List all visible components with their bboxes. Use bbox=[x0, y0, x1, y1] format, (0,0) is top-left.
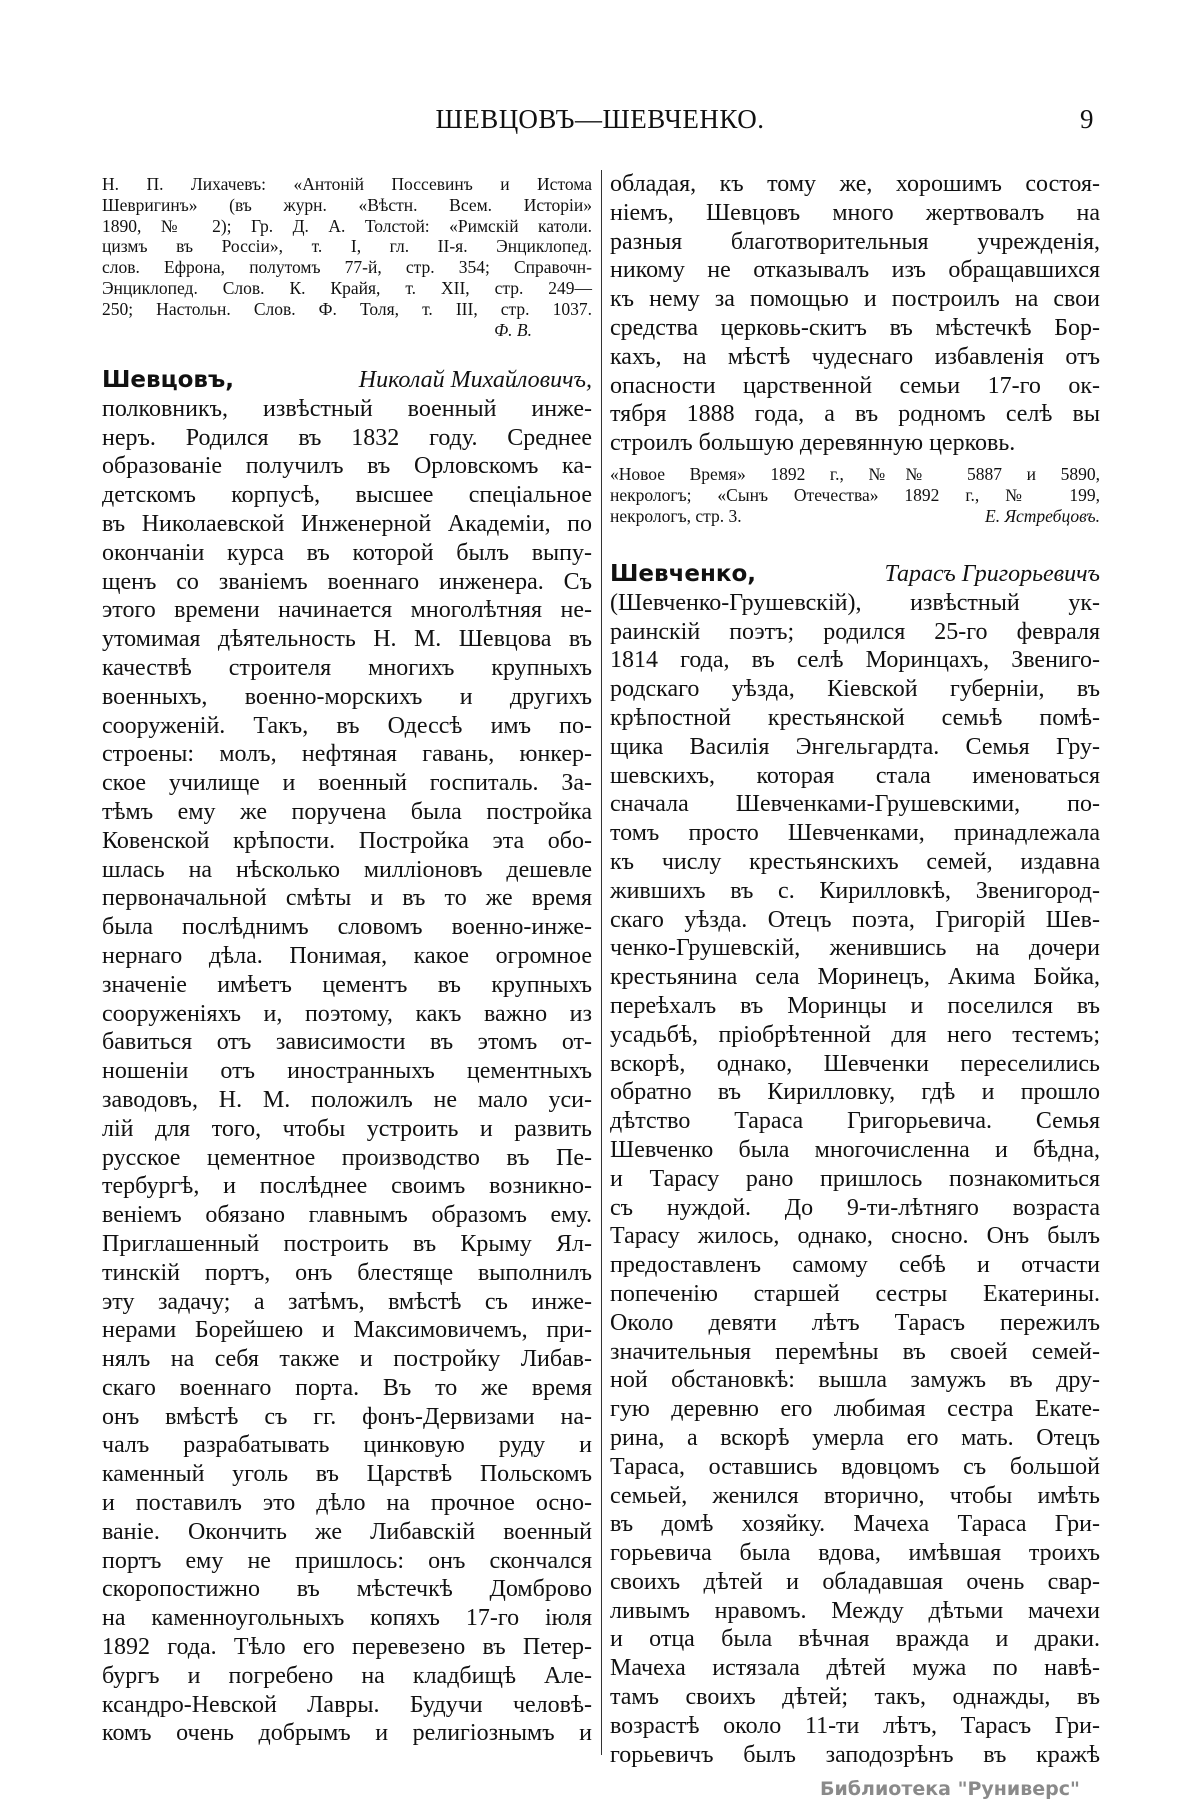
text-line: тинскій портъ, онъ блестяще выполнилъ bbox=[102, 1259, 592, 1286]
article-heading bbox=[610, 560, 1100, 589]
text-line: обладая, къ тому же, хорошимъ состоя- bbox=[610, 171, 1100, 197]
text-line: нернаго дѣла. Понимая, какое огромное bbox=[102, 942, 592, 969]
text-line: тамъ своихъ дѣтей; такъ, однажды, въ bbox=[610, 1684, 1100, 1711]
text-line: этого времени начинается многолѣтняя не- bbox=[102, 597, 592, 624]
text-line: горьевичъ былъ заподозрѣнъ въ кражѣ bbox=[610, 1741, 1100, 1768]
text-line: вскорѣ, однако, Шевченки переселились bbox=[610, 1050, 1100, 1077]
text-line: (Шевченко-Грушевскій), извѣстный ук- bbox=[610, 589, 1100, 616]
text-line: Приглашенный построить въ Крыму Ял- bbox=[102, 1230, 592, 1257]
text-line: бавиться отъ зависимости въ этомъ от- bbox=[102, 1029, 592, 1056]
text-line: родскаго уѣзда, Кіевской губерніи, въ bbox=[610, 676, 1100, 703]
text-line: опасности царственной семьи 17-го ок- bbox=[610, 372, 1100, 399]
text-line: веніемъ обязано главнымъ образомъ ему. bbox=[102, 1202, 592, 1229]
text-line: ношеніи отъ иностранныхъ цементныхъ bbox=[102, 1058, 592, 1085]
text-line: комъ очень добрымъ и религіознымъ и bbox=[102, 1720, 592, 1747]
footnote-text: некрологъ, стр. 3. bbox=[610, 505, 742, 526]
text-line: Мачеха истязала дѣтей мужа по навѣ- bbox=[610, 1655, 1100, 1682]
text-line: русское цементное производство въ Пе- bbox=[102, 1144, 592, 1171]
running-head: ШЕВЦОВЪ—ШЕВЧЕНКО. bbox=[435, 104, 765, 134]
text-line: заводовъ, Н. М. положилъ не мало уси- bbox=[102, 1086, 592, 1113]
text-line: переѣхалъ въ Моринцы и поселился въ bbox=[610, 992, 1100, 1019]
text-line: въ Николаевской Инженерной Академіи, по bbox=[102, 510, 592, 537]
left-footnote bbox=[102, 174, 592, 340]
text-line: значеніе имѣетъ цементъ въ крупныхъ bbox=[102, 971, 592, 998]
text-line: щика Василія Энгельгардта. Семья Гру- bbox=[610, 733, 1100, 760]
text-line: чалъ разрабатывать цинковую руду и bbox=[102, 1432, 592, 1459]
text-line: скаго уѣзда. Отецъ поэта, Григорій Шев- bbox=[610, 906, 1100, 933]
text-line: шевскихъ, которая стала именоваться bbox=[610, 762, 1100, 789]
article-term: Шевченко, bbox=[610, 561, 756, 587]
text-line: ніемъ, Шевцовъ много жертвовалъ на bbox=[610, 199, 1100, 226]
text-line: и отца была вѣчная вражда и драки. bbox=[610, 1626, 1100, 1653]
text-line: гую деревню его любимая сестра Екате- bbox=[610, 1396, 1100, 1423]
text-line: сооруженій. Такъ, въ Одессѣ имъ по- bbox=[102, 712, 592, 739]
text-line: и поставилъ это дѣло на прочное осно- bbox=[102, 1490, 592, 1517]
text-line: раинскій поэтъ; родился 25-го февраля bbox=[610, 618, 1100, 645]
article-name: Николай Михайловичъ, bbox=[358, 367, 592, 393]
text-line: образованіе получилъ въ Орловскомъ ка- bbox=[102, 453, 592, 480]
text-line: къ нему за помощью и построилъ на свои bbox=[610, 286, 1100, 313]
text-line: попеченію старшей сестры Екатерины. bbox=[610, 1280, 1100, 1307]
text-line: 1814 года, въ селѣ Моринцахъ, Звениго- bbox=[610, 647, 1100, 674]
footnote-line: 1890, № 2); Гр. Д. А. Толстой: «Римскій католи. bbox=[102, 215, 592, 236]
footnote-line: «Новое Время» 1892 г., №№ 5887 и 5890, bbox=[610, 464, 1100, 484]
footnote-line: 250; Настольн. Слов. Ф. Толя, т. III, стр. 1037. bbox=[102, 298, 592, 319]
library-watermark: Библиотека "Руниверс" bbox=[820, 1778, 1080, 1800]
text-line: Тараса, оставшись вдовцомъ съ большой bbox=[610, 1453, 1100, 1480]
footnote-signature: Е. Ястребцовъ. bbox=[985, 505, 1100, 526]
text-line: съ нуждой. До 9-ти-лѣтняго возраста bbox=[610, 1194, 1100, 1221]
text-line: утомимая дѣятельность Н. М. Шевцова въ bbox=[102, 626, 592, 653]
text-line: первоначальной смѣты и въ то же время bbox=[102, 885, 592, 912]
text-line: портъ ему не пришлось: онъ скончался bbox=[102, 1547, 592, 1574]
text-line: полковникъ, извѣстный военный инже- bbox=[102, 395, 592, 422]
text-line: ксандро-Невской Лавры. Будучи человѣ- bbox=[102, 1691, 592, 1718]
text-line: жившихъ въ с. Кирилловкѣ, Звенигород- bbox=[610, 877, 1100, 904]
text-line: тѣмъ ему же поручена была постройка bbox=[102, 798, 592, 825]
text-line: онъ вмѣстѣ съ гг. фонъ-Дервизами на- bbox=[102, 1403, 592, 1430]
text-line: обратно въ Кирилловку, гдѣ и прошло bbox=[610, 1079, 1100, 1106]
text-line: окончаніи курса въ которой былъ выпу- bbox=[102, 539, 592, 566]
text-line: и Тарасу рано пришлось познакомиться bbox=[610, 1165, 1100, 1192]
text-line: своихъ дѣтей и обладавшая очень свар- bbox=[610, 1568, 1100, 1595]
text-line: кахъ, на мѣстѣ чудеснаго избавленія отъ bbox=[610, 343, 1100, 370]
article-name: Тарасъ Григорьевичъ bbox=[884, 561, 1100, 587]
text-line: въ домѣ хозяйку. Мачеха Тараса Гри- bbox=[610, 1511, 1100, 1538]
text-line: ское училище и военный госпиталь. За- bbox=[102, 770, 592, 797]
column-divider bbox=[601, 170, 602, 1755]
text-line: возрастѣ около 11-ти лѣтъ, Тарасъ Гри- bbox=[610, 1712, 1100, 1739]
text-line: никому не отказывалъ изъ обращавшихся bbox=[610, 257, 1100, 284]
article-shevtsov bbox=[102, 366, 592, 1748]
text-line: шлась на нѣсколько милліоновъ дешевле bbox=[102, 856, 592, 883]
footnote-line: некрологъ; «Сынъ Отечества» 1892 г., № 199, bbox=[610, 484, 1100, 505]
text-line: была послѣднимъ словомъ военно-инже- bbox=[102, 914, 592, 941]
text-line: Ковенской крѣпости. Постройка эта обо- bbox=[102, 827, 592, 854]
text-line: предоставленъ самому себѣ и отчасти bbox=[610, 1252, 1100, 1279]
text-line: средства церковь-скитъ въ мѣстечкѣ Бор- bbox=[610, 314, 1100, 341]
text-line: военныхъ, военно-морскихъ и другихъ bbox=[102, 683, 592, 710]
footnote-line: цизмъ въ Россіи», т. I, гл. II-я. Энциклопед. bbox=[102, 236, 592, 257]
text-line: семьей, женился вторично, чтобы имѣть bbox=[610, 1482, 1100, 1509]
text-line: ченко-Грушевскій, женившись на дочери bbox=[610, 935, 1100, 962]
text-line: дѣтство Тараса Григорьевича. Семья bbox=[610, 1108, 1100, 1135]
text-line: лій для того, чтобы устроить и развить bbox=[102, 1115, 592, 1142]
text-line: качествѣ строителя многихъ крупныхъ bbox=[102, 654, 592, 681]
text-line: сооруженіяхъ и, поэтому, какъ важно из bbox=[102, 1000, 592, 1027]
text-line: 1892 года. Тѣло его перевезено въ Петер- bbox=[102, 1634, 592, 1661]
text-line: рина, а вскорѣ умерла его мать. Отецъ bbox=[610, 1424, 1100, 1451]
footnote-line: слов. Ефрона, полутомъ 77-й, стр. 354; Справочн- bbox=[102, 257, 592, 278]
article-shevtsov-continued bbox=[610, 170, 1100, 458]
footnote-line: Шевригинъ» (въ журн. «Вѣстн. Всем. Исторіи» bbox=[102, 194, 592, 215]
text-line: тербургѣ, и послѣднее своимъ возникно- bbox=[102, 1173, 592, 1200]
text-line: ливымъ нравомъ. Между дѣтьми мачехи bbox=[610, 1597, 1100, 1624]
text-line: Около девяти лѣтъ Тарасъ пережилъ bbox=[610, 1309, 1100, 1336]
text-line: нялъ на себя также и постройку Либав- bbox=[102, 1346, 592, 1373]
article-heading bbox=[102, 366, 592, 395]
text-line: бургъ и погребено на кладбищѣ Але- bbox=[102, 1662, 592, 1689]
text-line: разныя благотворительныя учрежденія, bbox=[610, 228, 1100, 255]
text-line: строилъ большую деревянную церковь. bbox=[610, 430, 1016, 457]
article-term: Шевцовъ, bbox=[102, 367, 234, 393]
text-line: неръ. Родился въ 1832 году. Среднее bbox=[102, 424, 592, 451]
text-line: томъ просто Шевченками, принадлежала bbox=[610, 820, 1100, 847]
footnote-last-line bbox=[610, 506, 1100, 527]
footnote-line: Н. П. Лихачевъ: «Антоній Поссевинъ и Истома bbox=[102, 174, 592, 194]
text-line: Шевченко была многочисленна и бѣдна, bbox=[610, 1136, 1100, 1163]
text-line: скоропостижно въ мѣстечкѣ Домброво bbox=[102, 1576, 592, 1603]
text-line: усадьбѣ, пріобрѣтенной для него тестемъ; bbox=[610, 1021, 1100, 1048]
text-line: эту задачу; а затѣмъ, вмѣстѣ съ инже- bbox=[102, 1288, 592, 1315]
text-line: каменный уголь въ Царствѣ Польскомъ bbox=[102, 1461, 592, 1488]
page-number: 9 bbox=[1080, 104, 1094, 134]
text-line: детскомъ корпусѣ, высшее спеціальное bbox=[102, 482, 592, 509]
text-line: значительныя перемѣны въ своей семей- bbox=[610, 1338, 1100, 1365]
text-line: скаго военнаго порта. Въ то же время bbox=[102, 1374, 592, 1401]
text-line: строены: молъ, нефтяная гавань, юнкер- bbox=[102, 741, 592, 768]
text-line: тября 1888 года, а въ родномъ селѣ вы bbox=[610, 401, 1100, 428]
text-line: нерами Борейшею и Максимовичемъ, при- bbox=[102, 1317, 592, 1344]
right-footnote bbox=[610, 464, 1100, 526]
text-line: ной обстановкѣ: вышла замужъ въ дру- bbox=[610, 1367, 1100, 1394]
text-line: на каменноугольныхъ копяхъ 17-го іюля bbox=[102, 1605, 592, 1632]
text-line: ваніе. Окончить же Либавскій военный bbox=[102, 1518, 592, 1545]
text-line: крѣпостной крестьянской семьѣ помѣ- bbox=[610, 704, 1100, 731]
text-line: щенъ со званіемъ военнаго инженера. Съ bbox=[102, 568, 592, 595]
footnote-line: Энциклопед. Слов. К. Крайя, т. XII, стр. 249— bbox=[102, 277, 592, 298]
text-line: сначала Шевченками-Грушевскими, по- bbox=[610, 791, 1100, 818]
article-shevchenko bbox=[610, 560, 1100, 1769]
text-line: крестьянина села Моринецъ, Акима Бойка, bbox=[610, 964, 1100, 991]
text-line: къ числу крестьянскихъ семей, издавна bbox=[610, 848, 1100, 875]
text-line: горьевича была вдова, имѣвшая троихъ bbox=[610, 1540, 1100, 1567]
footnote-signature: Ф. В. bbox=[494, 319, 532, 340]
text-line: Тарасу жилось, однако, сносно. Онъ былъ bbox=[610, 1223, 1100, 1250]
